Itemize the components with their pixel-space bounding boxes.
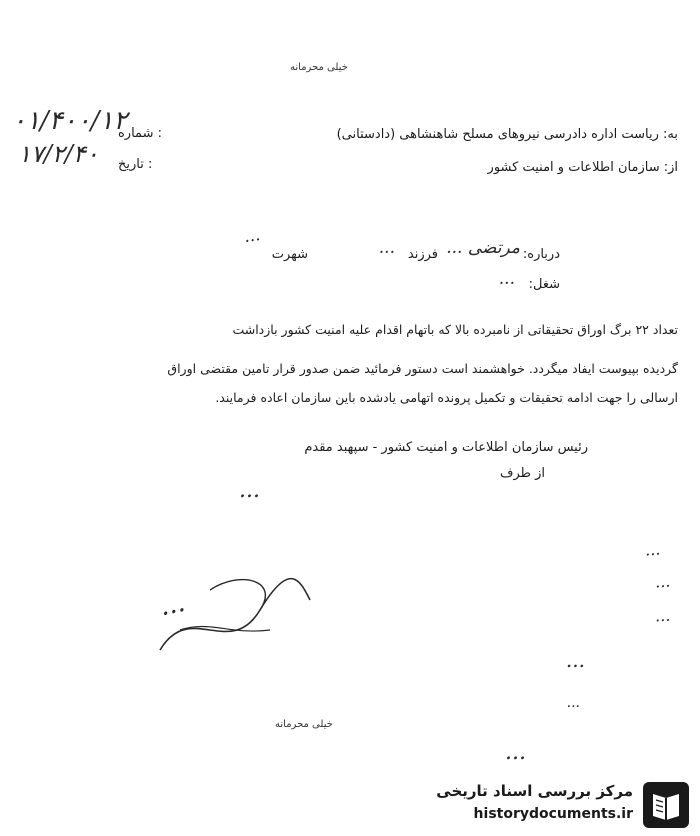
classification-bottom: خیلی محرمانه <box>275 719 333 730</box>
occupation-label: شغل: <box>528 277 560 292</box>
watermark-name: مرکز بررسی اسناد تاریخی <box>436 782 633 800</box>
subject-alias: ... <box>242 224 262 248</box>
number-label: : شماره <box>118 126 162 141</box>
signatory-signature: ... <box>239 478 260 503</box>
margin-note-date: ... <box>566 695 580 711</box>
handwritten-number: ۰۱/۴۰۰/۱۲ <box>12 106 128 136</box>
margin-note-line-2: ... <box>654 571 671 592</box>
watermark <box>420 780 695 832</box>
signatory-title: رئیس سازمان اطلاعات و امنیت کشور - سپهبد مقدم <box>304 440 588 455</box>
subject-father: ... <box>378 238 395 258</box>
watermark-url: historydocuments.ir <box>473 806 633 822</box>
signatory-on-behalf: از طرف <box>499 466 545 481</box>
subject-child-label: فرزند <box>407 247 438 262</box>
bottom-signature: ... <box>505 740 526 765</box>
classification-top: خیلی محرمانه <box>290 62 348 73</box>
margin-note-line-3: ... <box>654 605 671 626</box>
watermark-book-icon <box>641 780 691 830</box>
subject-known-label: شهرت <box>271 247 308 262</box>
date-label: : تاریخ <box>118 157 153 172</box>
handwritten-date: ۱۷/۲/۴۰ <box>18 140 99 168</box>
margin-note-signature: ... <box>565 648 585 672</box>
body-line-1: تعداد ۲۲ برگ اوراق تحقیقاتی از نامبرده بالا که باتهام اقدام علیه امنیت کشور بازداشت <box>232 322 678 337</box>
subject-label: درباره: <box>522 247 560 262</box>
subject-name: مرتضی ... <box>446 238 520 258</box>
to-line: به: ریاست اداره دادرسی نیروهای مسلح شاهنشاهی (دادستانی) <box>336 127 678 142</box>
body-line-3: ارسالی را جهت ادامه تحقیقات و تکمیل پرونده اتهامی یادشده باین سازمان اعاده فرمایند. <box>215 390 678 405</box>
left-signature-scribble <box>150 560 320 670</box>
occupation-value: ... <box>498 269 515 289</box>
body-line-2: گردیده بپیوست ایفاد میگردد. خواهشمند است دستور فرمائید ضمن صدور قرار تامین مقتضی اوراق <box>167 361 678 376</box>
margin-note-line-1: ... <box>644 539 661 560</box>
left-signature: ... <box>157 587 188 623</box>
from-line: از: سازمان اطلاعات و امنیت کشور <box>487 160 678 175</box>
